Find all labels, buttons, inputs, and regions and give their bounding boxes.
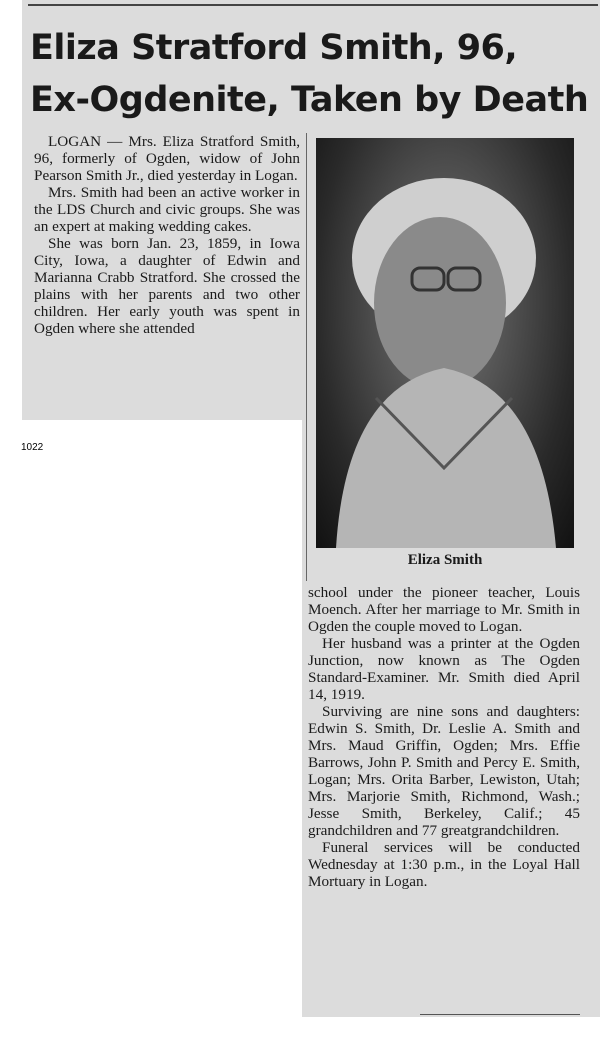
paragraph: school under the pioneer teacher, Louis Moench. After her marriage to Mr. Smith in Ogden the couple moved to Logan. xyxy=(308,584,580,635)
left-column xyxy=(34,133,300,337)
end-rule xyxy=(420,1014,580,1015)
paragraph: Her husband was a printer at the Ogden Junction, now known as The Ogden Standard-Examiner. Mr. Smith died April 14, 1919. xyxy=(308,635,580,703)
portrait-photo xyxy=(316,138,574,548)
page-number: 1022 xyxy=(21,442,44,453)
headline-line-2: Ex-Ogdenite, Taken by Death xyxy=(30,80,589,120)
paragraph: Funeral services will be conducted Wednesday at 1:30 p.m., in the Loyal Hall Mortuary in Logan. xyxy=(308,839,580,890)
headline-line-1: Eliza Stratford Smith, 96, xyxy=(30,28,518,68)
paragraph: Mrs. Smith had been an active worker in the LDS Church and civic groups. She was an expert at making wedding cakes. xyxy=(34,184,300,235)
paragraph: Surviving are nine sons and daughters: Edwin S. Smith, Dr. Leslie A. Smith and Mrs. Maud Griffin, Ogden; Mrs. Effie Barrows, John P. Smith and Percy E. Smith, Logan; Mrs. Orita Barber, Lewiston, Utah; Mrs. Marjorie Smith, Richmond, Wash.; Jesse Smith, Berkeley, Calif.; 45 grandchildren and 77 greatgrandchildren. xyxy=(308,703,580,839)
top-rule xyxy=(28,4,598,6)
portrait-illustration xyxy=(316,138,574,548)
photo-caption: Eliza Smith xyxy=(407,552,483,568)
paragraph: LOGAN — Mrs. Eliza Stratford Smith, 96, formerly of Ogden, widow of John Pearson Smith Jr., died yesterday in Logan. xyxy=(34,133,300,184)
right-column xyxy=(308,584,580,890)
paragraph: She was born Jan. 23, 1859, in Iowa City, Iowa, a daughter of Edwin and Marianna Crabb Stratford. She crossed the plains with her parents and two other children. Her early youth was spent in Ogden where she attended xyxy=(34,235,300,337)
headline xyxy=(30,22,590,126)
column-divider xyxy=(306,133,307,581)
